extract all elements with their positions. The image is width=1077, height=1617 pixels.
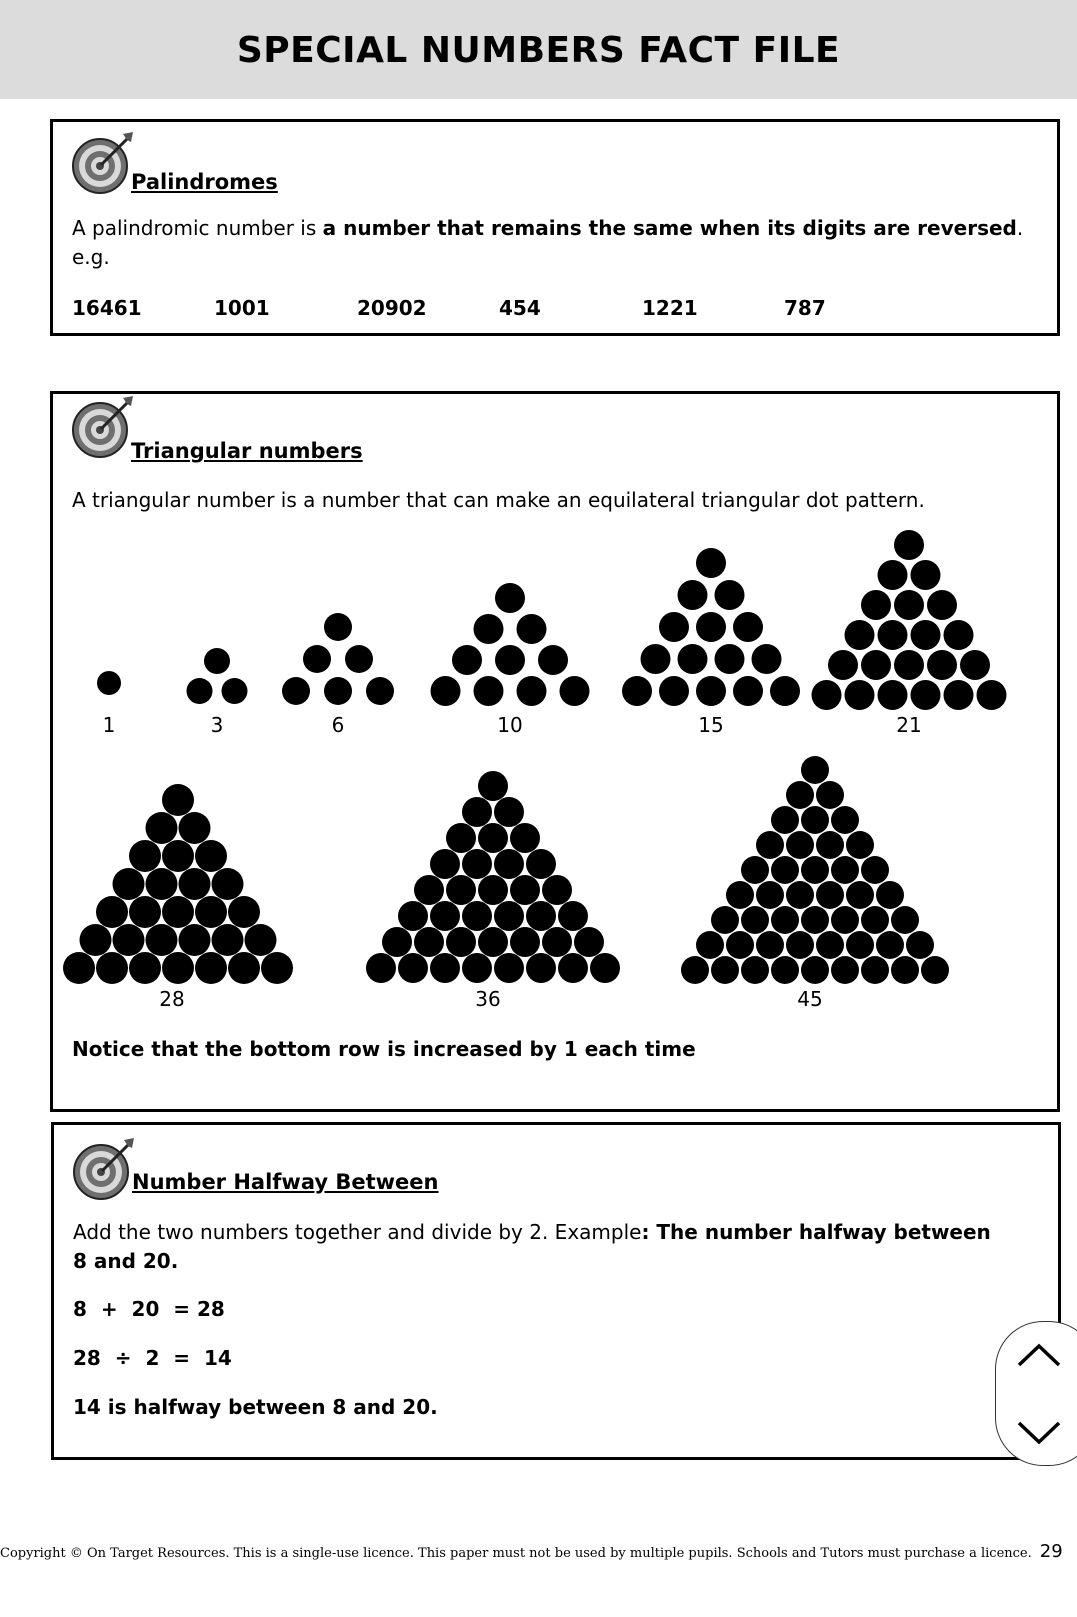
triangle-dot bbox=[944, 680, 974, 710]
triangle-dot bbox=[510, 875, 540, 905]
triangle-dot bbox=[382, 927, 412, 957]
triangle-dot bbox=[245, 924, 277, 956]
triangle-dot bbox=[495, 645, 525, 675]
triangle-dot bbox=[711, 956, 739, 984]
triangle-dot bbox=[162, 840, 194, 872]
triangle-pattern-1 bbox=[97, 671, 121, 695]
triangle-dot bbox=[876, 931, 904, 959]
triangle-dot bbox=[510, 927, 540, 957]
triangle-dot bbox=[179, 868, 211, 900]
triangular-note: Notice that the bottom row is increased by 1 each time bbox=[72, 1037, 696, 1061]
triangle-dot bbox=[894, 650, 924, 680]
triangle-dot bbox=[129, 896, 161, 928]
triangular-label: 21 bbox=[896, 713, 922, 737]
triangle-dot bbox=[831, 906, 859, 934]
triangular-dot-patterns bbox=[53, 394, 1057, 1109]
palindromes-definition: A palindromic number is a number that remains the same when its digits are reversed. e.g. bbox=[72, 216, 1024, 269]
triangle-dot bbox=[558, 953, 588, 983]
triangle-dot bbox=[816, 931, 844, 959]
triangle-dot bbox=[96, 896, 128, 928]
triangle-dot bbox=[431, 676, 461, 706]
triangle-dot bbox=[398, 953, 428, 983]
triangle-dot bbox=[678, 580, 708, 610]
triangular-label: 1 bbox=[102, 713, 116, 737]
triangle-dot bbox=[831, 956, 859, 984]
triangle-dot bbox=[366, 677, 394, 705]
triangle-dot bbox=[558, 901, 588, 931]
triangle-dot bbox=[446, 875, 476, 905]
triangle-dot bbox=[478, 823, 508, 853]
triangular-label: 10 bbox=[497, 713, 523, 737]
triangle-dot bbox=[801, 906, 829, 934]
triangle-dot bbox=[911, 680, 941, 710]
copyright-notice: Copyright © On Target Resources. This is a single-use licence. This paper must not be used by multiple pupils. Schools and Tutors must purchase a licence. bbox=[0, 1546, 1032, 1561]
triangle-dot bbox=[891, 956, 919, 984]
triangle-dot bbox=[113, 924, 145, 956]
triangle-dot bbox=[261, 952, 293, 984]
palindrome-example: 787 bbox=[784, 296, 826, 320]
triangle-dot bbox=[927, 650, 957, 680]
triangle-dot bbox=[711, 906, 739, 934]
triangle-dot bbox=[696, 931, 724, 959]
triangle-dot bbox=[816, 831, 844, 859]
triangle-dot bbox=[876, 881, 904, 909]
triangle-dot bbox=[894, 590, 924, 620]
triangular-label: 45 bbox=[797, 987, 823, 1011]
triangle-dot bbox=[771, 906, 799, 934]
triangle-dot bbox=[303, 645, 331, 673]
triangle-dot bbox=[770, 676, 800, 706]
triangle-dot bbox=[446, 823, 476, 853]
triangle-dot bbox=[831, 806, 859, 834]
halfway-step-2: 28 ÷ 2 = 14 bbox=[73, 1346, 232, 1370]
triangle-dot bbox=[715, 580, 745, 610]
triangle-dot bbox=[345, 645, 373, 673]
page-header bbox=[0, 0, 1077, 99]
palindrome-example: 1001 bbox=[214, 296, 270, 320]
triangle-dot bbox=[771, 806, 799, 834]
triangle-dot bbox=[452, 645, 482, 675]
halfway-conclusion: 14 is halfway between 8 and 20. bbox=[73, 1395, 438, 1419]
triangular-label: 28 bbox=[159, 987, 185, 1011]
triangle-dot bbox=[462, 849, 492, 879]
triangle-dot bbox=[414, 875, 444, 905]
section-heading: Palindromes bbox=[131, 170, 278, 194]
triangle-dot bbox=[63, 952, 95, 984]
triangle-dot bbox=[324, 613, 352, 641]
triangle-dot bbox=[911, 560, 941, 590]
chevron-up-icon[interactable] bbox=[1016, 1340, 1062, 1370]
triangle-dot bbox=[756, 881, 784, 909]
triangle-dot bbox=[113, 868, 145, 900]
triangle-pattern-36 bbox=[366, 771, 620, 983]
triangle-dot bbox=[741, 956, 769, 984]
triangle-dot bbox=[542, 927, 572, 957]
triangle-dot bbox=[517, 614, 547, 644]
section-heading: Triangular numbers bbox=[131, 439, 363, 463]
triangle-dot bbox=[845, 620, 875, 650]
triangle-dot bbox=[560, 676, 590, 706]
triangle-dot bbox=[906, 931, 934, 959]
triangular-label: 3 bbox=[210, 713, 224, 737]
triangle-dot bbox=[944, 620, 974, 650]
triangle-dot bbox=[162, 952, 194, 984]
triangle-dot bbox=[846, 931, 874, 959]
triangle-dot bbox=[678, 644, 708, 674]
palindrome-example: 16461 bbox=[72, 296, 142, 320]
triangle-dot bbox=[538, 645, 568, 675]
palindrome-example: 20902 bbox=[357, 296, 427, 320]
triangle-dot bbox=[659, 676, 689, 706]
triangle-dot bbox=[366, 953, 396, 983]
triangle-dot bbox=[462, 797, 492, 827]
triangle-dot bbox=[878, 560, 908, 590]
triangle-dot bbox=[786, 781, 814, 809]
triangle-dot bbox=[324, 677, 352, 705]
triangle-dot bbox=[478, 875, 508, 905]
triangle-dot bbox=[861, 956, 889, 984]
triangle-dot bbox=[911, 620, 941, 650]
triangle-dot bbox=[846, 831, 874, 859]
triangle-dot bbox=[494, 797, 524, 827]
triangle-dot bbox=[927, 590, 957, 620]
triangle-dot bbox=[960, 650, 990, 680]
triangle-pattern-6 bbox=[282, 613, 394, 705]
triangle-pattern-15 bbox=[622, 548, 800, 706]
chevron-down-icon[interactable] bbox=[1016, 1418, 1062, 1448]
triangle-dot bbox=[831, 856, 859, 884]
triangle-dot bbox=[828, 650, 858, 680]
triangle-dot bbox=[756, 831, 784, 859]
triangle-dot bbox=[97, 671, 121, 695]
triangle-dot bbox=[861, 906, 889, 934]
triangle-dot bbox=[212, 868, 244, 900]
triangle-dot bbox=[733, 676, 763, 706]
triangle-dot bbox=[430, 849, 460, 879]
triangle-dot bbox=[430, 901, 460, 931]
triangle-dot bbox=[786, 831, 814, 859]
triangle-dot bbox=[494, 849, 524, 879]
triangle-dot bbox=[816, 881, 844, 909]
triangle-dot bbox=[812, 680, 842, 710]
target-arrow-icon bbox=[72, 1136, 136, 1200]
scroll-control bbox=[995, 1321, 1077, 1466]
triangle-dot bbox=[474, 676, 504, 706]
triangle-dot bbox=[726, 931, 754, 959]
triangle-dot bbox=[861, 590, 891, 620]
triangle-dot bbox=[878, 620, 908, 650]
triangle-dot bbox=[756, 931, 784, 959]
triangle-dot bbox=[129, 840, 161, 872]
triangle-dot bbox=[659, 612, 689, 642]
triangle-dot bbox=[96, 952, 128, 984]
triangle-dot bbox=[801, 806, 829, 834]
triangle-dot bbox=[222, 678, 248, 704]
triangle-dot bbox=[977, 680, 1007, 710]
triangle-dot bbox=[414, 927, 444, 957]
triangle-dot bbox=[771, 956, 799, 984]
triangle-dot bbox=[861, 650, 891, 680]
triangle-dot bbox=[462, 953, 492, 983]
triangle-dot bbox=[733, 612, 763, 642]
triangle-dot bbox=[526, 849, 556, 879]
triangle-pattern-10 bbox=[431, 583, 590, 706]
triangle-dot bbox=[446, 927, 476, 957]
halfway-definition: Add the two numbers together and divide by 2. Example: The number halfway between 8 and 20. bbox=[73, 1220, 991, 1273]
triangular-label: 15 bbox=[698, 713, 724, 737]
triangle-dot bbox=[526, 953, 556, 983]
page-number: 29 bbox=[1039, 1541, 1063, 1562]
palindrome-example: 454 bbox=[499, 296, 541, 320]
triangle-dot bbox=[878, 680, 908, 710]
triangle-dot bbox=[891, 906, 919, 934]
triangle-dot bbox=[478, 771, 508, 801]
triangle-dot bbox=[921, 956, 949, 984]
triangle-dot bbox=[204, 648, 230, 674]
triangle-dot bbox=[146, 812, 178, 844]
triangular-label: 36 bbox=[475, 987, 501, 1011]
triangle-dot bbox=[846, 881, 874, 909]
triangle-dot bbox=[146, 924, 178, 956]
triangle-dot bbox=[195, 952, 227, 984]
triangle-dot bbox=[179, 812, 211, 844]
triangle-dot bbox=[430, 953, 460, 983]
triangle-dot bbox=[517, 676, 547, 706]
halfway-step-1: 8 + 20 = 28 bbox=[73, 1297, 225, 1321]
triangular-definition: A triangular number is a number that can make an equilateral triangular dot pattern. bbox=[72, 488, 925, 512]
triangle-dot bbox=[462, 901, 492, 931]
page-title: SPECIAL NUMBERS FACT FILE bbox=[236, 30, 841, 71]
triangle-dot bbox=[741, 906, 769, 934]
triangular-section bbox=[50, 391, 1060, 1112]
triangle-dot bbox=[696, 548, 726, 578]
triangle-dot bbox=[526, 901, 556, 931]
triangle-dot bbox=[542, 875, 572, 905]
triangle-dot bbox=[146, 868, 178, 900]
triangle-dot bbox=[752, 644, 782, 674]
triangle-dot bbox=[622, 676, 652, 706]
triangle-dot bbox=[681, 956, 709, 984]
palindrome-example: 1221 bbox=[642, 296, 698, 320]
triangle-dot bbox=[741, 856, 769, 884]
triangle-dot bbox=[129, 952, 161, 984]
triangle-dot bbox=[801, 856, 829, 884]
triangle-dot bbox=[162, 784, 194, 816]
section-heading: Number Halfway Between bbox=[132, 1170, 439, 1194]
triangle-dot bbox=[715, 644, 745, 674]
triangle-dot bbox=[228, 952, 260, 984]
triangle-dot bbox=[801, 756, 829, 784]
triangle-dot bbox=[590, 953, 620, 983]
triangular-label: 6 bbox=[331, 713, 345, 737]
triangle-dot bbox=[495, 583, 525, 613]
triangle-dot bbox=[478, 927, 508, 957]
page-footer bbox=[0, 1541, 1077, 1562]
triangle-pattern-28 bbox=[63, 784, 293, 984]
triangle-dot bbox=[894, 530, 924, 560]
triangle-dot bbox=[696, 676, 726, 706]
triangle-dot bbox=[726, 881, 754, 909]
triangle-dot bbox=[494, 953, 524, 983]
triangle-dot bbox=[510, 823, 540, 853]
triangle-pattern-21 bbox=[812, 530, 1007, 710]
halfway-section bbox=[51, 1122, 1061, 1460]
triangle-dot bbox=[786, 881, 814, 909]
target-arrow-icon bbox=[71, 130, 135, 194]
triangle-dot bbox=[845, 680, 875, 710]
triangle-dot bbox=[786, 931, 814, 959]
triangle-dot bbox=[398, 901, 428, 931]
triangle-dot bbox=[641, 644, 671, 674]
triangle-pattern-3 bbox=[187, 648, 248, 704]
triangle-dot bbox=[179, 924, 211, 956]
triangle-dot bbox=[696, 612, 726, 642]
palindromes-section bbox=[50, 119, 1060, 336]
triangle-dot bbox=[861, 856, 889, 884]
triangle-dot bbox=[771, 856, 799, 884]
triangle-pattern-45 bbox=[681, 756, 949, 984]
triangle-dot bbox=[228, 896, 260, 928]
triangle-dot bbox=[816, 781, 844, 809]
triangle-dot bbox=[282, 677, 310, 705]
triangle-dot bbox=[195, 896, 227, 928]
triangle-dot bbox=[162, 896, 194, 928]
triangle-dot bbox=[80, 924, 112, 956]
triangle-dot bbox=[212, 924, 244, 956]
triangle-dot bbox=[801, 956, 829, 984]
triangle-dot bbox=[187, 678, 213, 704]
triangle-dot bbox=[474, 614, 504, 644]
triangle-dot bbox=[574, 927, 604, 957]
triangle-dot bbox=[195, 840, 227, 872]
triangle-dot bbox=[494, 901, 524, 931]
